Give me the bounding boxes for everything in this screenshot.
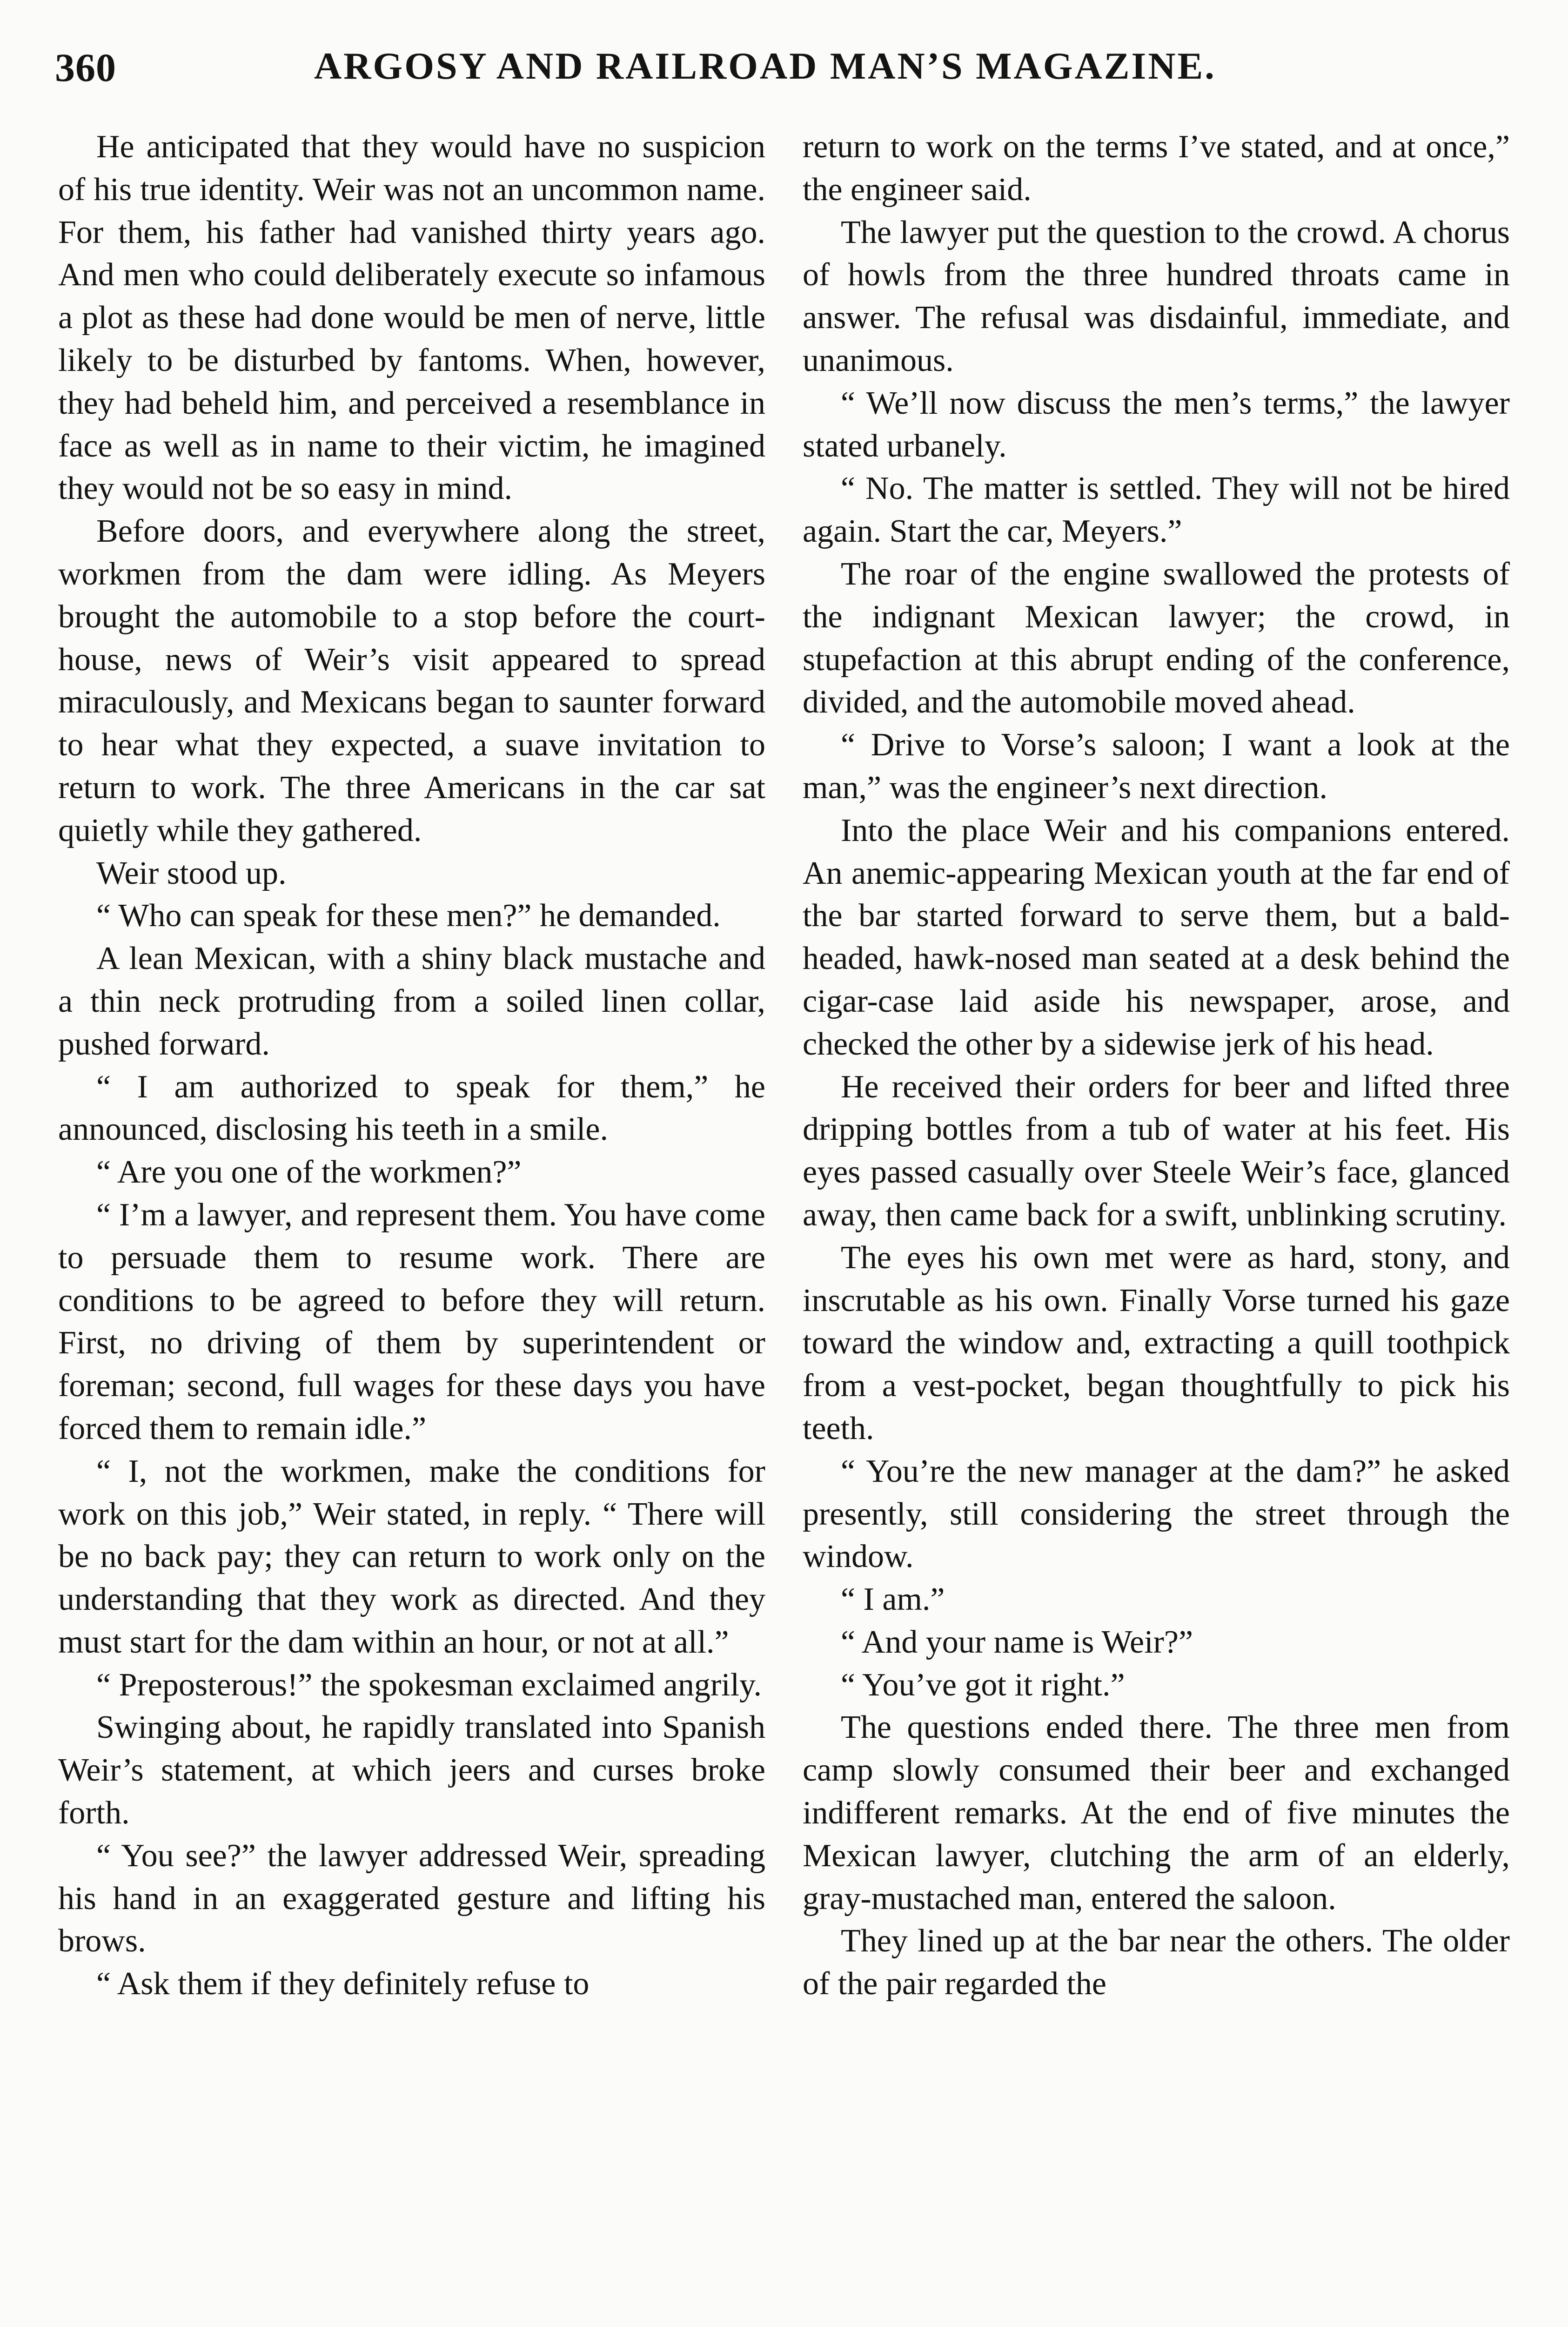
paragraph: “ Ask them if they definitely refuse to bbox=[96, 1966, 590, 2002]
right-text-column bbox=[803, 126, 1510, 2327]
paragraph: “ I am authorized to speak for them,” he announced, disclosing his teeth in a smile. bbox=[58, 1069, 765, 1148]
paragraph: He received their orders for beer and lifted three dripping bottles from a tub of water at his feet. His eyes passed casually over Steele Weir’s face, glanced away, then came back for a swift, unblinking scrutiny. bbox=[803, 1069, 1510, 1233]
left-text-column bbox=[58, 126, 765, 2327]
paragraph: The questions ended there. The three men from camp slowly consumed their beer and exchanged indifferent remarks. At the end of five minutes the Mexican lawyer, clutching the arm of an elderly, gray-mustached man, entered the saloon. bbox=[803, 1709, 1510, 1917]
page-header bbox=[51, 44, 1517, 100]
paragraph: The lawyer put the question to the crowd. A chorus of howls from the three hundred throats came in answer. The refusal was disdainful, immediate, and unanimous. bbox=[803, 214, 1510, 378]
paragraph: return to work on the terms I’ve stated, and at once,” the engineer said. bbox=[803, 129, 1510, 208]
paragraph: The eyes his own met were as hard, stony, and inscrutable as his own. Finally Vorse turned his gaze toward the window and, extracting a quill toothpick from a vest-pocket, began thoughtfully to pick his teeth. bbox=[803, 1239, 1510, 1446]
paragraph: “ Drive to Vorse’s saloon; I want a look at the man,” was the engineer’s next direction. bbox=[803, 727, 1510, 806]
paragraph: He anticipated that they would have no suspicion of his true identity. Weir was not an uncommon name. For them, his father had vanished thirty years ago. And men who could deliberately execute so infamous a plot as these had done would be men of nerve, little likely to be disturbed by fantoms. When, however, they had beheld him, and perceived a resemblance in face as well as in name to their victim, he imagined they would not be so easy in mind. bbox=[58, 129, 765, 507]
paragraph: “ No. The matter is settled. They will not be hired again. Start the car, Meyers.” bbox=[803, 471, 1510, 550]
paragraph: Weir stood up. bbox=[96, 855, 287, 891]
running-title: ARGOSY AND RAILROAD MAN’S MAGAZINE. bbox=[314, 45, 1216, 87]
paragraph: “ Are you one of the workmen?” bbox=[96, 1154, 522, 1190]
page-number: 360 bbox=[55, 45, 116, 90]
paragraph: “ You’re the new manager at the dam?” he asked presently, still considering the street through the window. bbox=[803, 1453, 1510, 1575]
paragraph: Into the place Weir and his companions entered. An anemic-appearing Mexican youth at the far end of the bar started forward to serve them, but a bald-headed, hawk-nosed man seated at a desk behind the cigar-case laid aside his newspaper, arose, and checked the other by a sidewise jerk of his head. bbox=[803, 812, 1510, 1062]
paragraph: “ I, not the workmen, make the conditions for work on this job,” Weir stated, in reply. “ There will be no back pay; they can return to work only on the understanding that they work as directed. And they must start for the dam within an hour, or not at all.” bbox=[58, 1453, 765, 1660]
paragraph: “ Preposterous!” the spokesman exclaimed angrily. bbox=[96, 1667, 762, 1703]
paragraph: They lined up at the bar near the others. The older of the pair regarded the bbox=[803, 1923, 1510, 2002]
paragraph: “ You’ve got it right.” bbox=[841, 1667, 1125, 1703]
paragraph: “ You see?” the lawyer addressed Weir, spreading his hand in an exaggerated gesture and lifting his brows. bbox=[58, 1837, 765, 1959]
paragraph: “ I’m a lawyer, and represent them. You have come to persuade them to resume work. There are conditions to be agreed to before they will return. First, no driving of them by superintendent or foreman; second, full wages for these days you have forced them to remain idle.” bbox=[58, 1197, 765, 1446]
paragraph: The roar of the engine swallowed the protests of the indignant Mexican lawyer; the crowd, in stupefaction at this abrupt ending of the conference, divided, and the automobile moved ahead. bbox=[803, 556, 1510, 720]
paragraph: “ And your name is Weir?” bbox=[841, 1624, 1193, 1660]
paragraph: “ We’ll now discuss the men’s terms,” the lawyer stated urbanely. bbox=[803, 385, 1510, 464]
paragraph: A lean Mexican, with a shiny black mustache and a thin neck protruding from a soiled linen collar, pushed forward. bbox=[58, 941, 765, 1062]
paragraph: Before doors, and everywhere along the street, workmen from the dam were idling. As Meyers brought the automobile to a stop before the court-house, news of Weir’s visit appeared to spread miraculously, and Mexicans began to saunter forward to hear what they expected, a suave invitation to return to work. The three Americans in the car sat quietly while they gathered. bbox=[58, 513, 765, 848]
paragraph: “ Who can speak for these men?” he demanded. bbox=[96, 898, 721, 934]
paragraph: Swinging about, he rapidly translated into Spanish Weir’s statement, at which jeers and curses broke forth. bbox=[58, 1709, 765, 1831]
paragraph: “ I am.” bbox=[841, 1581, 945, 1618]
